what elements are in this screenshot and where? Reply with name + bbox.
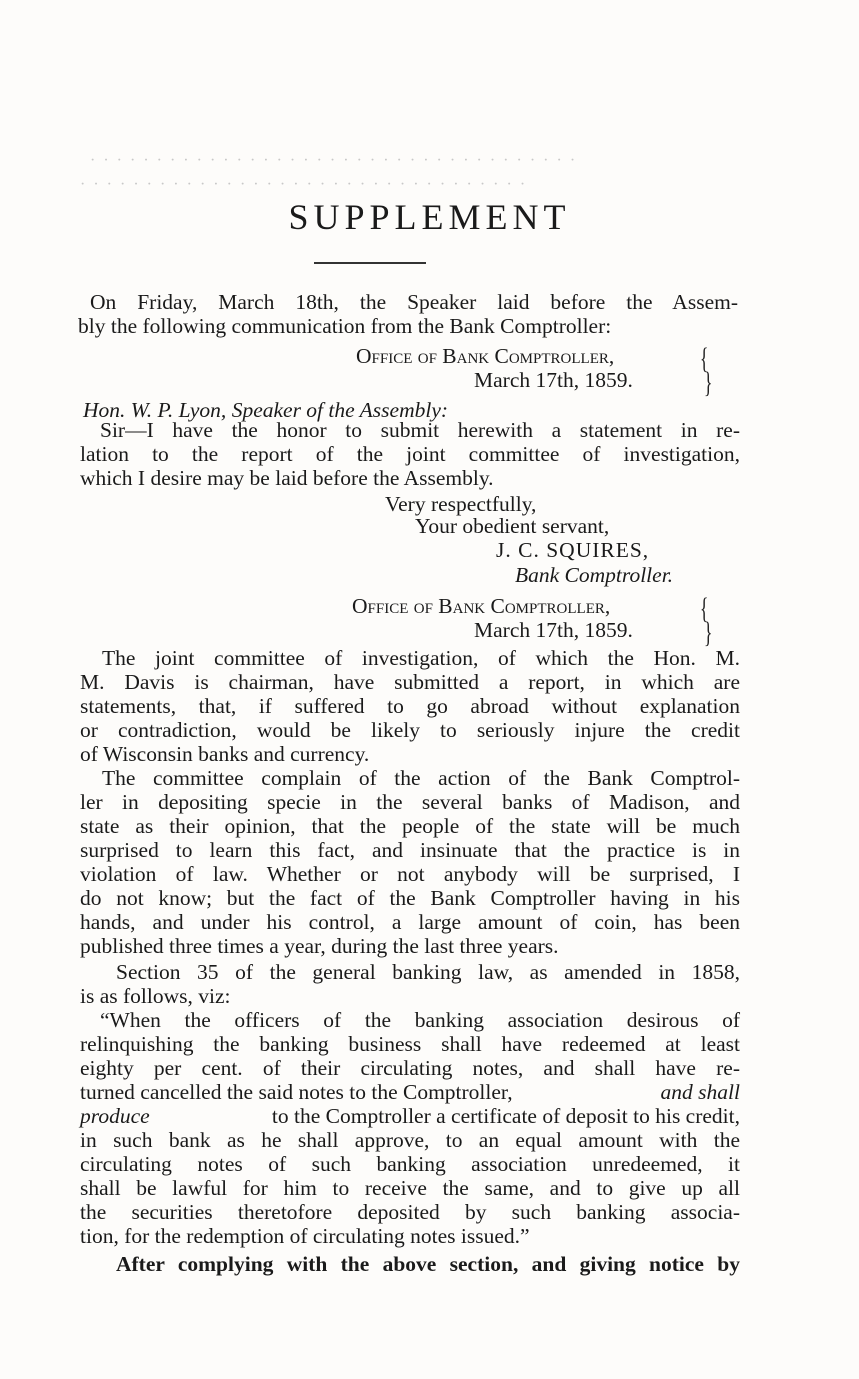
quote-line: circulating notes of such banking association unredeemed, it xyxy=(80,1152,740,1176)
closing-line: Your obedient servant, xyxy=(415,514,610,538)
paragraph-line: do not know; but the fact of the Bank Comptroller having in his xyxy=(80,886,740,910)
paragraph-line: statements, that, if suffered to go abroad without explanation xyxy=(80,694,740,718)
letter-body-line: Sir—I have the honor to submit herewith a statement in re- xyxy=(100,418,740,442)
office-heading: Office of Bank Comptroller, xyxy=(356,344,615,368)
paragraph-line: M. Davis is chairman, have submitted a report, in which are xyxy=(80,670,740,694)
statement-date: March 17th, 1859. xyxy=(474,618,633,642)
letter-date: March 17th, 1859. xyxy=(474,368,633,392)
closing-line: Very respectfully, xyxy=(385,492,537,516)
quote-line xyxy=(80,1080,740,1105)
page-title: SUPPLEMENT xyxy=(288,197,571,237)
office-heading: Office of Bank Comptroller, xyxy=(352,594,611,618)
letter-body-line: lation to the report of the joint committee of investigation, xyxy=(80,442,740,466)
intro-line: On Friday, March 18th, the Speaker laid before the Assem- xyxy=(90,290,738,314)
paragraph-line: ler in depositing specie in the several banks of Madison, and xyxy=(80,790,740,814)
quote-text: to the Comptroller a certificate of deposit to his credit, xyxy=(271,1104,740,1128)
brace-mark: } xyxy=(703,366,713,399)
signature: J. C. SQUIRES, xyxy=(496,538,650,562)
paragraph-line: is as follows, viz: xyxy=(80,984,231,1008)
quote-emphasis: and shall xyxy=(660,1080,740,1104)
quote-text: turned cancelled the said notes to the Comptroller, xyxy=(80,1080,513,1104)
salutation-name: Hon. W. P. Lyon, xyxy=(83,398,227,422)
intro-line: bly the following communication from the Bank Comptroller: xyxy=(78,314,612,338)
quote-line: shall be lawful for him to receive the same, and to give up all xyxy=(80,1176,740,1200)
bleed-through-text: · · · · · · · · · · · · · · · · · · · · · · · · · · · · · · · · · · · · · xyxy=(90,152,578,169)
signature-title: Bank Comptroller. xyxy=(515,563,674,587)
title-divider xyxy=(314,262,426,264)
quote-line: “When the officers of the banking association desirous of xyxy=(100,1008,740,1032)
paragraph-line: violation of law. Whether or not anybody will be surprised, I xyxy=(80,862,740,886)
paragraph-line: The joint committee of investigation, of which the Hon. M. xyxy=(102,646,740,670)
paragraph-line: The committee complain of the action of the Bank Comptrol- xyxy=(102,766,740,790)
letter-body-line: which I desire may be laid before the Assembly. xyxy=(80,466,494,490)
bleed-through-text: · · · · · · · · · · · · · · · · · · · · · · · · · · · · · · · · · · xyxy=(80,176,528,193)
quote-line xyxy=(80,1104,740,1129)
paragraph-line: state as their opinion, that the people of the state will be much xyxy=(80,814,740,838)
paragraph-line: or contradiction, would be likely to seriously injure the credit xyxy=(80,718,740,742)
quote-line: eighty per cent. of their circulating notes, and shall have re- xyxy=(80,1056,740,1080)
paragraph-line: hands, and under his control, a large amount of coin, has been xyxy=(80,910,740,934)
quote-line: tion, for the redemption of circulating notes issued.” xyxy=(80,1224,530,1248)
quote-line: in such bank as he shall approve, to an equal amount with the xyxy=(80,1128,740,1152)
paragraph-line: of Wisconsin banks and currency. xyxy=(80,742,370,766)
quote-line: relinquishing the banking business shall have redeemed at least xyxy=(80,1032,740,1056)
brace-mark: { xyxy=(699,342,709,375)
salutation-title: Speaker of the Assembly: xyxy=(231,398,449,422)
paragraph-line: After complying with the above section, and giving notice by xyxy=(116,1252,740,1276)
brace-mark: } xyxy=(703,616,713,649)
paragraph-line: published three times a year, during the last three years. xyxy=(80,934,559,958)
brace-mark: { xyxy=(699,592,709,625)
paragraph-line: Section 35 of the general banking law, as amended in 1858, xyxy=(116,960,740,984)
quote-emphasis: produce xyxy=(80,1104,150,1128)
paragraph-line: surprised to learn this fact, and insinuate that the practice is in xyxy=(80,838,740,862)
quote-line: the securities theretofore deposited by such banking associa- xyxy=(80,1200,740,1224)
